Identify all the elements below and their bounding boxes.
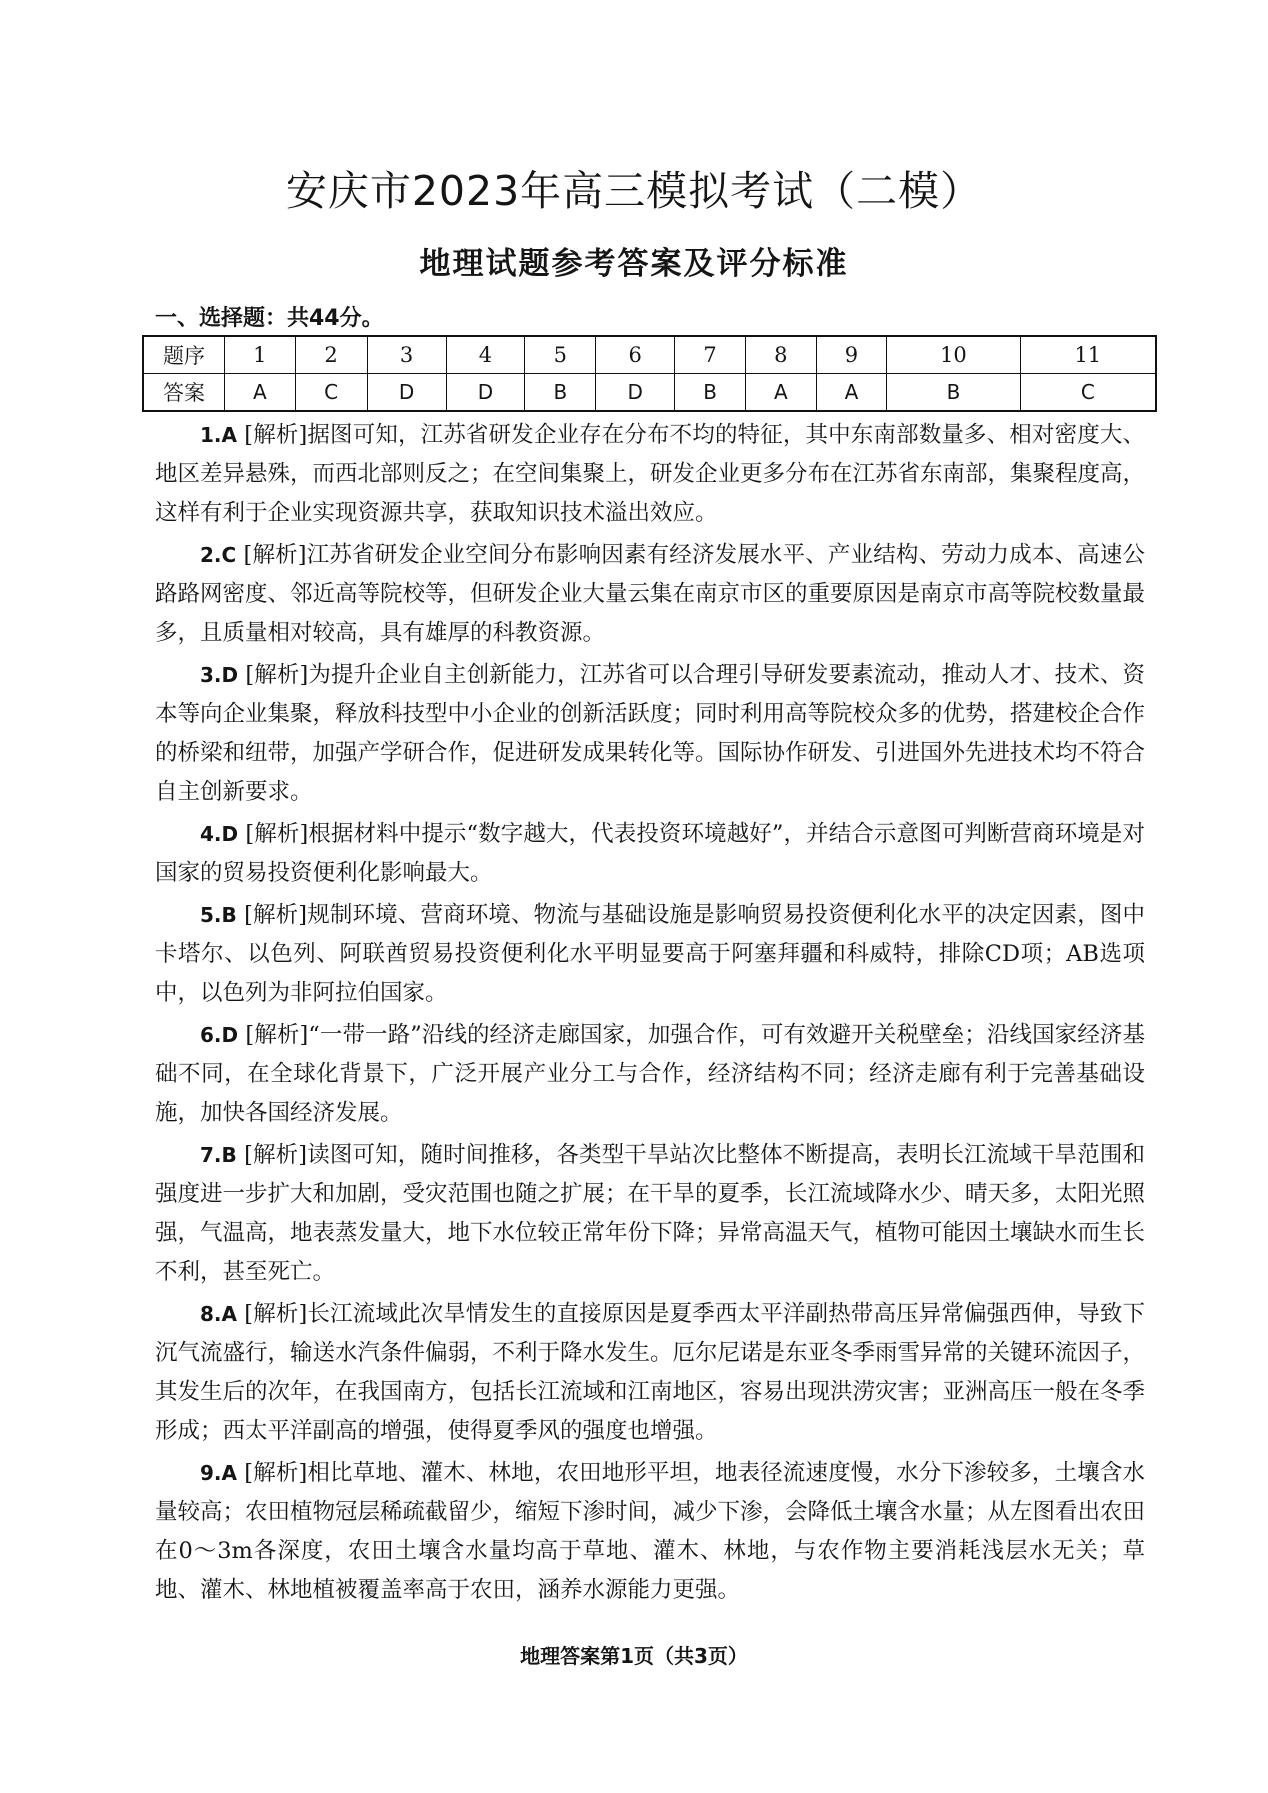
explanation-text: [解析]江苏省研发企业空间分布影响因素有经济发展水平、产业结构、劳动力成本、高速公路路网密度、邻近高等院校等，但研发企业大量云集在南京市区的重要原因是南京市高等院校数量最多，且质量相对较高，具有雄厚的科教资源。 <box>155 542 1146 646</box>
question-number: 3 <box>367 336 446 374</box>
answer-cell: A <box>746 374 817 412</box>
question-number: 9 <box>816 336 887 374</box>
explanations <box>155 416 1145 1613</box>
question-number-row <box>143 336 1156 374</box>
explanation-text: [解析]“一带一路”沿线的经济走廊国家，加强合作，可有效避开关税壁垒；沿线国家经济基础不同，在全球化背景下，广泛开展产业分工与合作，经济结构不同；经济走廊有利于完善基础设施，加快各国经济发展。 <box>155 1022 1145 1126</box>
explanation-text: [解析]规制环境、营商环境、物流与基础设施是影响贸易投资便利化水平的决定因素，图中卡塔尔、以色列、阿联酋贸易投资便利化水平明显要高于阿塞拜疆和科威特，排除CD项；AB选项中，以色列为非阿拉伯国家。 <box>155 902 1145 1006</box>
answer-table <box>142 335 1157 412</box>
explanation-text: [解析]根据材料中提示“数字越大，代表投资环境越好”，并结合示意图可判断营商环境是对国家的贸易投资便利化影响最大。 <box>155 821 1145 886</box>
explanation-text: [解析]为提升企业自主创新能力，江苏省可以合理引导研发要素流动，推动人才、技术、资本等向企业集聚，释放科技型中小企业的创新活跃度；同时利用高等院校众多的优势，搭建校企合作的桥梁和纽带，加强产学研合作，促进研发成果转化等。国际协作研发、引进国外先进技术均不符合自主创新要求。 <box>155 662 1146 805</box>
question-number: 4 <box>446 336 525 374</box>
answer-cell: A <box>816 374 887 412</box>
row-label-answer: 答案 <box>143 374 225 412</box>
question-number: 11 <box>1020 336 1156 374</box>
answer-label: 3.D <box>200 663 239 687</box>
explanation-paragraph <box>155 1136 1145 1292</box>
question-number: 7 <box>675 336 746 374</box>
answer-label: 1.A <box>200 423 237 447</box>
explanation-paragraph <box>155 896 1145 1013</box>
explanation-text: [解析]相比草地、灌木、林地，农田地形平坦，地表径流速度慢，水分下渗较多，土壤含水量较高；农田植物冠层稀疏截留少，缩短下渗时间，减少下渗，会降低土壤含水量；从左图看出农田在0～3m各深度，农田土壤含水量均高于草地、灌木、林地，与农作物主要消耗浅层水无关；草地、灌木、林地植被覆盖率高于农田，涵养水源能力更强。 <box>155 1460 1146 1603</box>
question-number: 1 <box>225 336 296 374</box>
answer-label: 2.C <box>200 543 237 567</box>
explanation-text: [解析]长江流域此次旱情发生的直接原因是夏季西太平洋副热带高压异常偏强西伸，导致下沉气流盛行，输送水汽条件偏弱，不利于降水发生。厄尔尼诺是东亚冬季雨雪异常的关键环流因子，其发生后的次年，在我国南方，包括长江流域和江南地区，容易出现洪涝灾害；亚洲高压一般在冬季形成；西太平洋副高的增强，使得夏季风的强度也增强。 <box>155 1301 1146 1444</box>
explanation-paragraph <box>155 1454 1145 1610</box>
question-number: 10 <box>887 336 1020 374</box>
answer-label: 6.D <box>200 1023 239 1047</box>
answer-cell: A <box>225 374 296 412</box>
row-label-number: 题序 <box>143 336 225 374</box>
explanation-paragraph <box>155 536 1145 653</box>
explanation-paragraph <box>155 1295 1145 1451</box>
question-number: 2 <box>295 336 367 374</box>
explanation-paragraph <box>155 416 1145 533</box>
answer-label: 5.B <box>200 903 237 927</box>
question-number: 8 <box>746 336 817 374</box>
exam-subtitle: 地理试题参考答案及评分标准 <box>419 246 849 282</box>
page-footer: 地理答案第1页（共3页） <box>520 1644 748 1668</box>
answer-cell: B <box>887 374 1020 412</box>
exam-title: 安庆市2023年高三模拟考试（二模） <box>285 167 983 215</box>
explanation-text: [解析]读图可知，随时间推移，各类型干旱站次比整体不断提高，表明长江流域干旱范围和强度进一步扩大和加剧，受灾范围也随之扩展；在干旱的夏季，长江流域降水少、晴天多，太阳光照强，气温高，地表蒸发量大，地下水位较正常年份下降；异常高温天气，植物可能因土壤缺水而生长不利，甚至死亡。 <box>155 1142 1146 1285</box>
question-number: 6 <box>596 336 675 374</box>
explanation-paragraph <box>155 656 1145 812</box>
explanation-paragraph <box>155 815 1145 893</box>
section-heading: 一、选择题：共44分。 <box>155 306 384 331</box>
explanation-paragraph <box>155 1016 1145 1133</box>
answer-cell: D <box>367 374 446 412</box>
answer-cell: C <box>1020 374 1156 412</box>
question-number: 5 <box>525 336 596 374</box>
answer-cell: D <box>446 374 525 412</box>
answer-row <box>143 374 1156 412</box>
explanation-text: [解析]据图可知，江苏省研发企业存在分布不均的特征，其中东南部数量多、相对密度大、地区差异悬殊，而西北部则反之；在空间集聚上，研发企业更多分布在江苏省东南部，集聚程度高，这样有利于企业实现资源共享，获取知识技术溢出效应。 <box>155 422 1146 526</box>
answer-label: 7.B <box>200 1143 237 1167</box>
answer-cell: D <box>596 374 675 412</box>
answer-cell: B <box>525 374 596 412</box>
answer-label: 8.A <box>200 1302 237 1326</box>
answer-cell: C <box>295 374 367 412</box>
answer-label: 9.A <box>200 1461 237 1485</box>
answer-label: 4.D <box>200 822 239 846</box>
answer-cell: B <box>675 374 746 412</box>
